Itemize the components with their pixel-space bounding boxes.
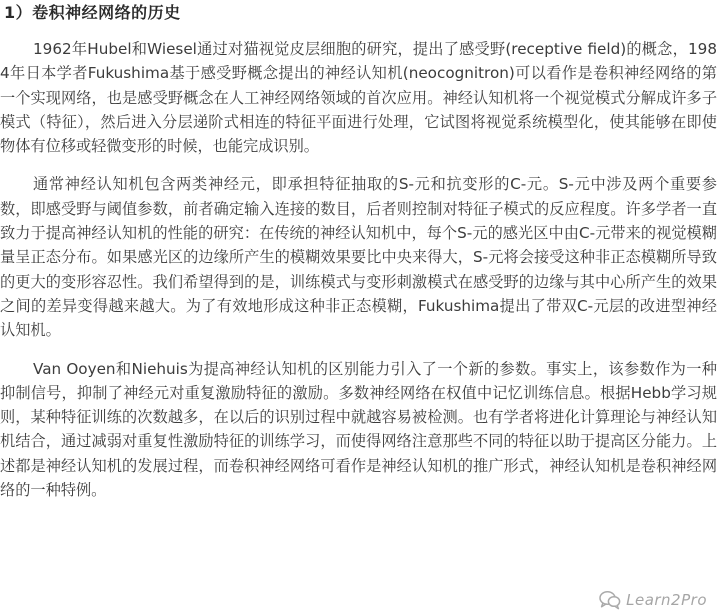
paragraph-improvements: Van Ooyen和Niehuis为提高神经认知机的区别能力引入了一个新的参数。事实上，该参数作为一种抑制信号，抑制了神经元对重复激励特征的激励。多数神经网络在权值中记忆训练信息。根据Hebb学习规则，某种特征训练的次数越多，在以后的识别过程中就越容易被检测。也有学者将进化计算理论与神经认知机结合，通过减弱对重复性激励特征的训练学习，而使得网络注意那些不同的特征以助于提高区分能力。上述都是神经认知机的发展过程，而卷积神经网络可看作是神经认知机的推广形式，神经认知机是卷积神经网络的一种特例。 [0,359,717,500]
paragraph-neuron-types: 通常神经认知机包含两类神经元，即承担特征抽取的S-元和抗变形的C-元。S-元中涉及两个重要参数，即感受野与阈值参数，前者确定输入连接的数目，后者则控制对特征子模式的反应程度。许多学者一直致力于提高神经认知机的性能的研究：在传统的神经认知机中，每个S-元的感光区中由C-元带来的视觉模糊量呈正态分布。如果感光区的边缘所产生的模糊效果要比中央来得大，S-元将会接受这种非正态模糊所导致的更大的变形容忍性。我们希望得到的是，训练模式与变形刺激模式在感受野的边缘与其中心所产生的效果之间的差异变得越来越大。为了有效地形成这种非正态模糊，Fukushima提出了带双C-元层的改进型神经认知机。 [0,175,717,340]
watermark [599,590,707,610]
section-heading: 1）卷积神经网络的历史 [4,3,181,22]
watermark-text: Learn2Pro [626,591,707,609]
chat-bubble-icon [599,590,621,610]
paragraph-history-origin: 1962年Hubel和Wiesel通过对猫视觉皮层细胞的研究，提出了感受野(receptive field)的概念，1984年日本学者Fukushima基于感受野概念提出的神经认知机(neocognitron)可以看作是卷积神经网络的第一个实现网络，也是感受野概念在人工神经网络领域的首次应用。神经认知机将一个视觉模式分解成许多子模式（特征），然后进入分层递阶式相连的特征平面进行处理，它试图将视觉系统模型化，使其能够在即使物体有位移或轻微变形的时候，也能完成识别。 [0,40,717,156]
